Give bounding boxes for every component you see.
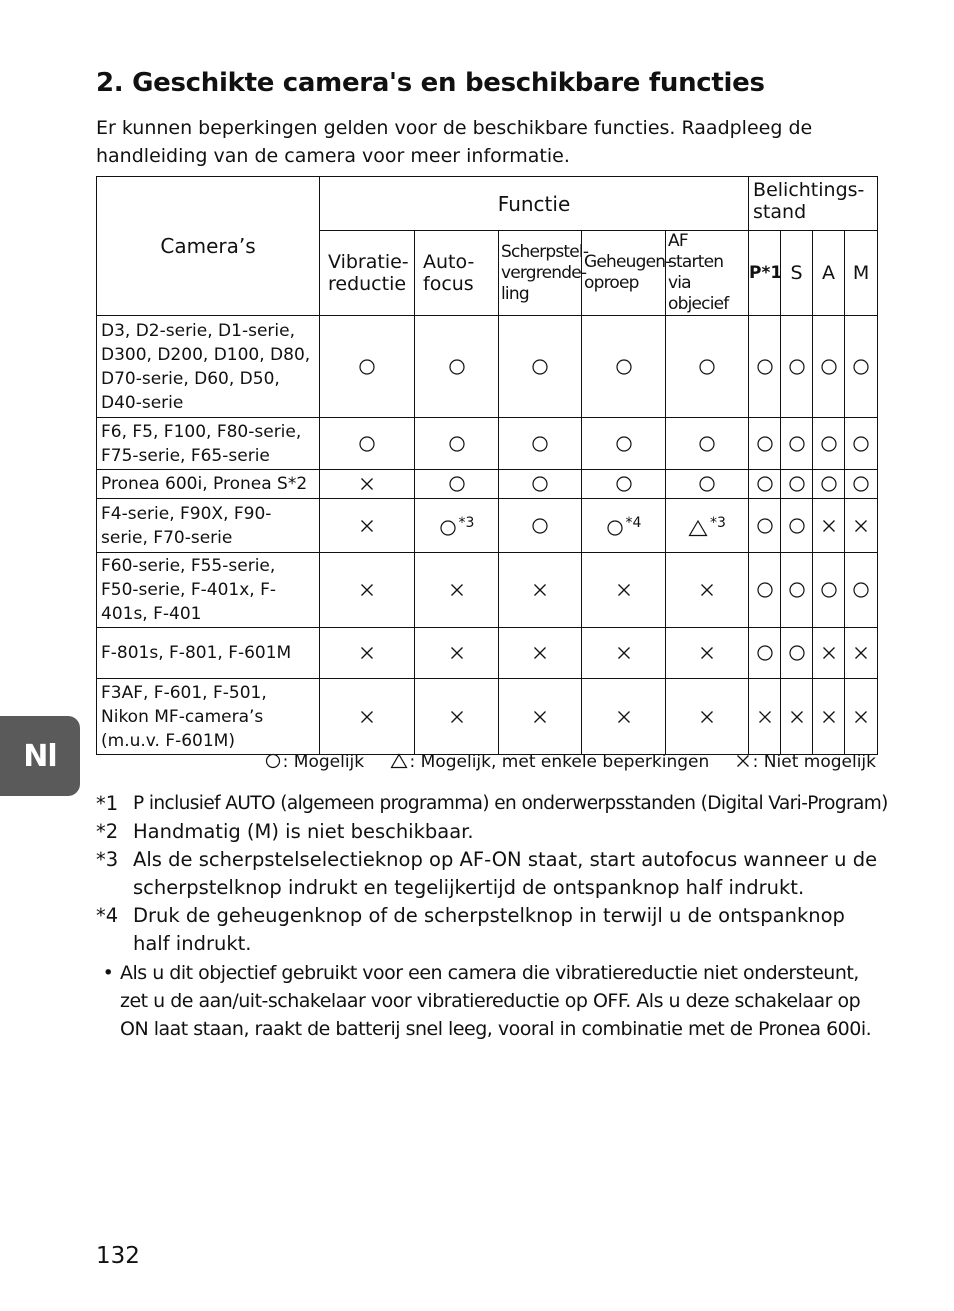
support-cell-triangle bbox=[666, 499, 749, 553]
support-cell-circle bbox=[781, 418, 813, 470]
support-cell-circle bbox=[845, 316, 878, 418]
col-focus-lock: Scherpstel-vergrende-ling bbox=[499, 231, 582, 316]
support-cell-circle bbox=[749, 628, 781, 679]
cross-icon bbox=[616, 582, 632, 598]
compatibility-table bbox=[96, 176, 878, 755]
support-cell-cross bbox=[499, 553, 582, 628]
circle-icon bbox=[448, 475, 466, 493]
support-cell-circle bbox=[320, 316, 415, 418]
cross-icon bbox=[853, 645, 869, 661]
circle-icon bbox=[358, 358, 376, 376]
triangle-icon bbox=[390, 753, 408, 769]
footnote-ref: *3 bbox=[458, 515, 475, 531]
support-cell-circle bbox=[813, 418, 845, 470]
support-cell-circle bbox=[415, 499, 499, 553]
circle-icon bbox=[788, 435, 806, 453]
footnote-mark: *2 bbox=[96, 820, 119, 843]
support-cell-circle bbox=[499, 316, 582, 418]
circle-icon bbox=[820, 358, 838, 376]
circle-icon bbox=[788, 581, 806, 599]
support-cell-circle bbox=[582, 418, 666, 470]
camera-header: Camera’s bbox=[97, 177, 320, 316]
legend-possible: : Mogelijk bbox=[265, 752, 364, 772]
support-cell-circle bbox=[666, 418, 749, 470]
circle-icon bbox=[531, 475, 549, 493]
col-vibration-reduction: Vibratie-reductie bbox=[320, 231, 415, 316]
support-cell-cross bbox=[320, 470, 415, 499]
support-cell-cross bbox=[813, 499, 845, 553]
circle-icon bbox=[788, 358, 806, 376]
support-cell-circle bbox=[415, 418, 499, 470]
support-cell-circle bbox=[499, 499, 582, 553]
support-cell-cross bbox=[499, 679, 582, 755]
footnote-1 bbox=[96, 790, 886, 818]
bullet-text: Als u dit objectief gebruikt voor een camera die vibratiereductie niet ondersteunt, zet u de aan/uit-schakelaar voor vibratiereductie op OFF. Als u deze schakelaar op ON laat staan, raakt de batterij snel leeg, vooral in combinatie met de Pronea 600i. bbox=[120, 962, 872, 1040]
legend-not-possible: : Niet mogelijk bbox=[735, 752, 876, 772]
support-cell-circle bbox=[666, 316, 749, 418]
cross-icon bbox=[359, 709, 375, 725]
support-cell-circle bbox=[781, 470, 813, 499]
footnote-4 bbox=[96, 902, 886, 958]
support-cell-cross bbox=[813, 628, 845, 679]
page-number: 132 bbox=[96, 1243, 140, 1269]
table-row bbox=[97, 628, 878, 679]
circle-icon bbox=[531, 435, 549, 453]
cross-icon bbox=[449, 709, 465, 725]
support-cell-cross bbox=[320, 499, 415, 553]
cross-icon bbox=[359, 476, 375, 492]
cross-icon bbox=[699, 645, 715, 661]
support-cell-cross bbox=[666, 553, 749, 628]
support-cell-circle bbox=[499, 418, 582, 470]
support-cell-cross bbox=[845, 628, 878, 679]
cross-icon bbox=[699, 709, 715, 725]
col-autofocus: Auto-focus bbox=[415, 231, 499, 316]
cross-icon bbox=[532, 582, 548, 598]
triangle-icon bbox=[688, 519, 708, 537]
cross-icon bbox=[359, 645, 375, 661]
circle-icon bbox=[439, 519, 457, 537]
support-cell-circle bbox=[749, 316, 781, 418]
support-cell-cross bbox=[845, 679, 878, 755]
circle-icon bbox=[788, 517, 806, 535]
circle-icon bbox=[756, 475, 774, 493]
support-cell-circle bbox=[582, 316, 666, 418]
circle-icon bbox=[265, 753, 281, 769]
circle-icon bbox=[698, 475, 716, 493]
support-cell-circle bbox=[749, 418, 781, 470]
circle-icon bbox=[448, 435, 466, 453]
circle-icon bbox=[756, 644, 774, 662]
support-cell-cross bbox=[845, 499, 878, 553]
cross-icon bbox=[789, 709, 805, 725]
circle-icon bbox=[820, 581, 838, 599]
support-cell-circle bbox=[781, 316, 813, 418]
footnote-2 bbox=[96, 818, 886, 846]
camera-cell: F60-serie, F55-serie, F50-serie, F-401x, F-401s, F-401 bbox=[97, 553, 320, 628]
circle-icon bbox=[820, 475, 838, 493]
camera-cell: Pronea 600i, Pronea S*2 bbox=[97, 470, 320, 499]
camera-cell: F3AF, F-601, F-501, Nikon MF-camera’s (m.u.v. F-601M) bbox=[97, 679, 320, 755]
col-memory-recall: Geheugen-oproep bbox=[582, 231, 666, 316]
footnote-ref: *3 bbox=[710, 515, 726, 531]
circle-icon bbox=[358, 435, 376, 453]
circle-icon bbox=[615, 358, 633, 376]
cross-icon bbox=[449, 645, 465, 661]
support-cell-cross bbox=[749, 679, 781, 755]
circle-icon bbox=[852, 358, 870, 376]
support-cell-cross bbox=[415, 628, 499, 679]
support-cell-circle bbox=[415, 470, 499, 499]
support-cell-circle bbox=[749, 499, 781, 553]
footnote-text: Handmatig (M) is niet beschikbaar. bbox=[133, 820, 474, 843]
camera-cell: D3, D2-serie, D1-serie, D300, D200, D100, D80, D70-serie, D60, D50, D40-serie bbox=[97, 316, 320, 418]
footnote-mark: *4 bbox=[96, 904, 119, 927]
circle-icon bbox=[788, 475, 806, 493]
cross-icon bbox=[532, 709, 548, 725]
circle-icon bbox=[531, 517, 549, 535]
cross-icon bbox=[532, 645, 548, 661]
support-cell-cross bbox=[582, 679, 666, 755]
table-row bbox=[97, 418, 878, 470]
support-cell-circle bbox=[582, 499, 666, 553]
support-cell-circle bbox=[415, 316, 499, 418]
table-row bbox=[97, 553, 878, 628]
support-cell-circle bbox=[813, 470, 845, 499]
circle-icon bbox=[448, 358, 466, 376]
support-cell-cross bbox=[415, 679, 499, 755]
cross-icon bbox=[821, 645, 837, 661]
support-cell-circle bbox=[845, 470, 878, 499]
support-cell-circle bbox=[499, 470, 582, 499]
language-tab: Nl bbox=[0, 716, 80, 796]
exposure-header: Belichtings-stand bbox=[749, 177, 878, 231]
support-cell-circle bbox=[781, 499, 813, 553]
footnote-mark: *1 bbox=[96, 792, 119, 815]
symbol-legend bbox=[265, 750, 876, 774]
footnote-ref: *4 bbox=[625, 515, 642, 531]
support-cell-cross bbox=[582, 553, 666, 628]
circle-icon bbox=[698, 358, 716, 376]
support-cell-cross bbox=[320, 553, 415, 628]
support-cell-cross bbox=[499, 628, 582, 679]
col-af-start: AF starten via objecief bbox=[666, 231, 749, 316]
support-cell-circle bbox=[320, 418, 415, 470]
cross-icon bbox=[757, 709, 773, 725]
support-cell-circle bbox=[749, 470, 781, 499]
support-cell-cross bbox=[582, 628, 666, 679]
cross-icon bbox=[616, 645, 632, 661]
support-cell-cross bbox=[666, 679, 749, 755]
support-cell-circle bbox=[781, 628, 813, 679]
circle-icon bbox=[852, 435, 870, 453]
circle-icon bbox=[615, 475, 633, 493]
cross-icon bbox=[359, 518, 375, 534]
circle-icon bbox=[820, 435, 838, 453]
cross-icon bbox=[616, 709, 632, 725]
cross-icon bbox=[821, 709, 837, 725]
cross-icon bbox=[449, 582, 465, 598]
support-cell-circle bbox=[845, 553, 878, 628]
table-row bbox=[97, 316, 878, 418]
cross-icon bbox=[699, 582, 715, 598]
support-cell-circle bbox=[781, 553, 813, 628]
camera-cell: F-801s, F-801, F-601M bbox=[97, 628, 320, 679]
circle-icon bbox=[606, 519, 624, 537]
col-mode-s: S bbox=[781, 231, 813, 316]
footnote-mark: *3 bbox=[96, 848, 119, 871]
intro-text: Er kunnen beperkingen gelden voor de beschikbare functies. Raadpleeg de handleiding van de camera voor meer informatie. bbox=[96, 117, 813, 167]
circle-icon bbox=[756, 581, 774, 599]
page-title: 2. Geschikte camera's en beschikbare functies bbox=[96, 68, 765, 98]
table-row bbox=[97, 499, 878, 553]
legend-limited: : Mogelijk, met enkele beperkingen bbox=[390, 752, 710, 772]
circle-icon bbox=[852, 581, 870, 599]
circle-icon bbox=[788, 644, 806, 662]
cross-icon bbox=[853, 709, 869, 725]
support-cell-cross bbox=[320, 628, 415, 679]
footnote-text: Als de scherpstelselectieknop op AF-ON staat, start autofocus wanneer u de scherpstelknop indrukt en tegelijkertijd de ontspanknop half indrukt. bbox=[133, 848, 878, 899]
support-cell-circle bbox=[582, 470, 666, 499]
circle-icon bbox=[756, 358, 774, 376]
support-cell-circle bbox=[666, 470, 749, 499]
support-cell-cross bbox=[415, 553, 499, 628]
circle-icon bbox=[531, 358, 549, 376]
support-cell-cross bbox=[813, 679, 845, 755]
col-mode-m: M bbox=[845, 231, 878, 316]
cross-icon bbox=[821, 518, 837, 534]
circle-icon bbox=[756, 435, 774, 453]
footnote-text: Druk de geheugenknop of de scherpstelknop in terwijl u de ontspanknop half indrukt. bbox=[133, 904, 845, 955]
support-cell-cross bbox=[781, 679, 813, 755]
cross-icon bbox=[735, 753, 751, 769]
footnote-text: P inclusief AUTO (algemeen programma) en onderwerpsstanden (Digital Vari-Program) bbox=[133, 793, 888, 814]
support-cell-circle bbox=[749, 553, 781, 628]
bullet-mark: • bbox=[102, 962, 114, 984]
support-cell-cross bbox=[320, 679, 415, 755]
footnote-3 bbox=[96, 846, 886, 902]
circle-icon bbox=[615, 435, 633, 453]
support-cell-circle bbox=[813, 316, 845, 418]
col-mode-a: A bbox=[813, 231, 845, 316]
table-row bbox=[97, 470, 878, 499]
camera-cell: F4-serie, F90X, F90-serie, F70-serie bbox=[97, 499, 320, 553]
col-mode-p: P*1 bbox=[749, 231, 781, 316]
support-cell-cross bbox=[666, 628, 749, 679]
function-header: Functie bbox=[320, 177, 749, 231]
cross-icon bbox=[853, 518, 869, 534]
circle-icon bbox=[852, 475, 870, 493]
vr-warning-bullet bbox=[96, 959, 886, 1043]
footnotes bbox=[96, 790, 886, 1043]
support-cell-circle bbox=[813, 553, 845, 628]
circle-icon bbox=[756, 517, 774, 535]
circle-icon bbox=[698, 435, 716, 453]
table-row bbox=[97, 679, 878, 755]
cross-icon bbox=[359, 582, 375, 598]
camera-cell: F6, F5, F100, F80-serie, F75-serie, F65-serie bbox=[97, 418, 320, 470]
support-cell-circle bbox=[845, 418, 878, 470]
